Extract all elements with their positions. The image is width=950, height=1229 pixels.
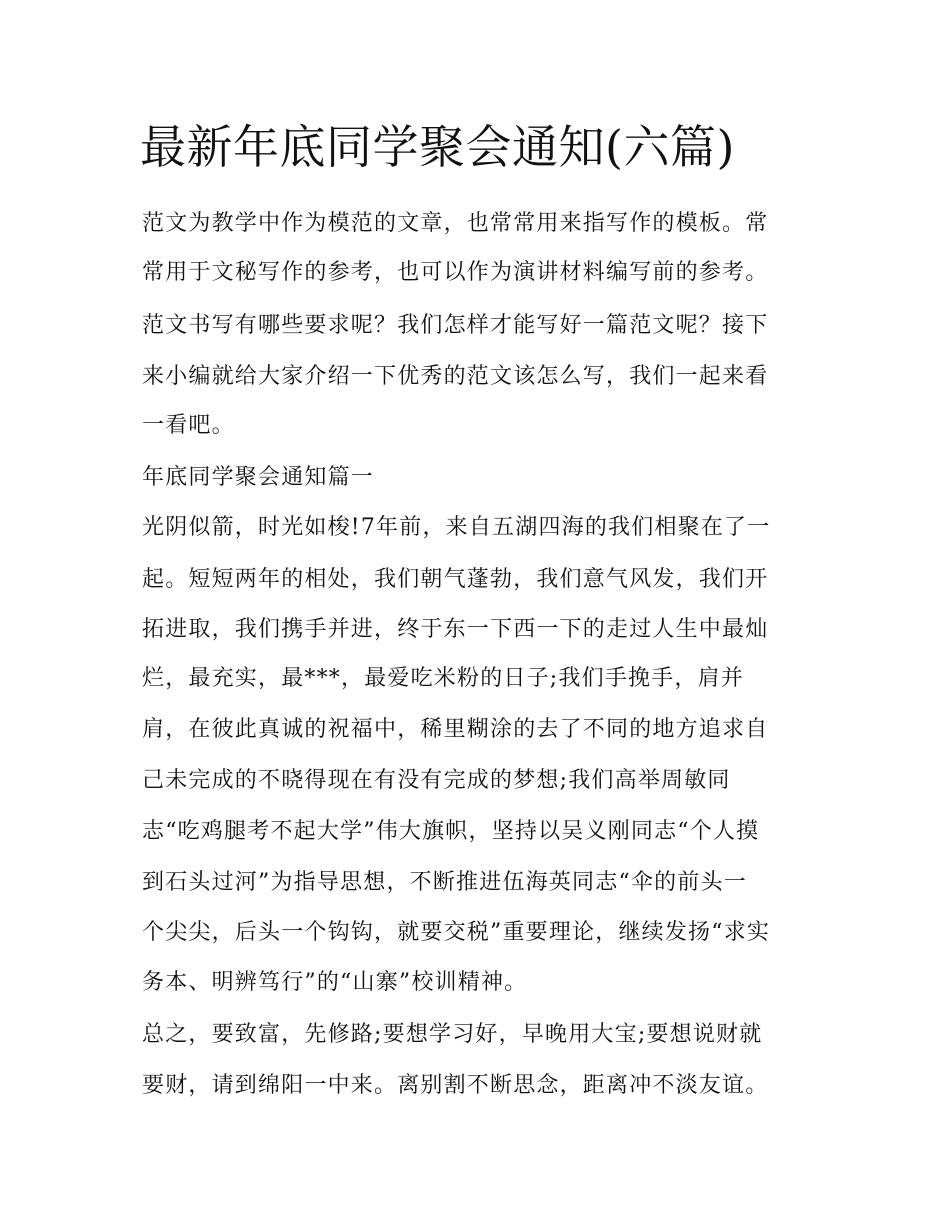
body-line: 务本、明辨笃行”的“山寨”校训精神。: [142, 970, 528, 995]
body-line: 到石头过河”为指导思想，不断推进伍海英同志“伞的前头一: [142, 870, 747, 895]
body-line: 光阴似箭，时光如梭!7年前，来自五湖四海的我们相聚在了一: [142, 515, 771, 540]
body-line: 烂，最充实，最***，最爱吃米粉的日子;我们手挽手，肩并: [142, 666, 745, 691]
intro-line: 常用于文秘写作的参考，也可以作为演讲材料编写前的参考。: [142, 260, 769, 285]
document-title: 最新年底同学聚会通知(六篇): [140, 120, 735, 174]
body-line: 肩，在彼此真诚的祝福中，稀里糊涂的去了不同的地方追求自: [142, 717, 769, 742]
body-line: 志“吃鸡腿考不起大学”伟大旗帜，坚持以吴义刚同志“个人摸: [142, 819, 760, 844]
body-line: 要财，请到绵阳一中来。离别割不断思念，距离冲不淡友谊。: [142, 1073, 769, 1098]
body-line: 拓进取，我们携手并进，终于东一下西一下的走过人生中最灿: [142, 617, 769, 642]
intro-line: 一看吧。: [142, 413, 235, 438]
section-heading: 年底同学聚会通知篇一: [142, 465, 375, 490]
body-line: 总之，要致富，先修路;要想学习好，早晚用大宝;要想说财就: [142, 1022, 763, 1047]
intro-line: 来小编就给大家介绍一下优秀的范文该怎么写，我们一起来看: [142, 364, 769, 389]
intro-line: 范文为教学中作为模范的文章，也常常用来指写作的模板。常: [142, 211, 769, 236]
intro-line: 范文书写有哪些要求呢？我们怎样才能写好一篇范文呢？接下: [142, 313, 769, 338]
body-line: 个尖尖，后头一个钩钩，就要交税”重要理论，继续发扬“求实: [142, 920, 771, 945]
body-line: 己未完成的不晓得现在有没有完成的梦想;我们高举周敏同: [142, 768, 731, 793]
body-line: 起。短短两年的相处，我们朝气蓬勃，我们意气风发，我们开: [142, 567, 769, 592]
